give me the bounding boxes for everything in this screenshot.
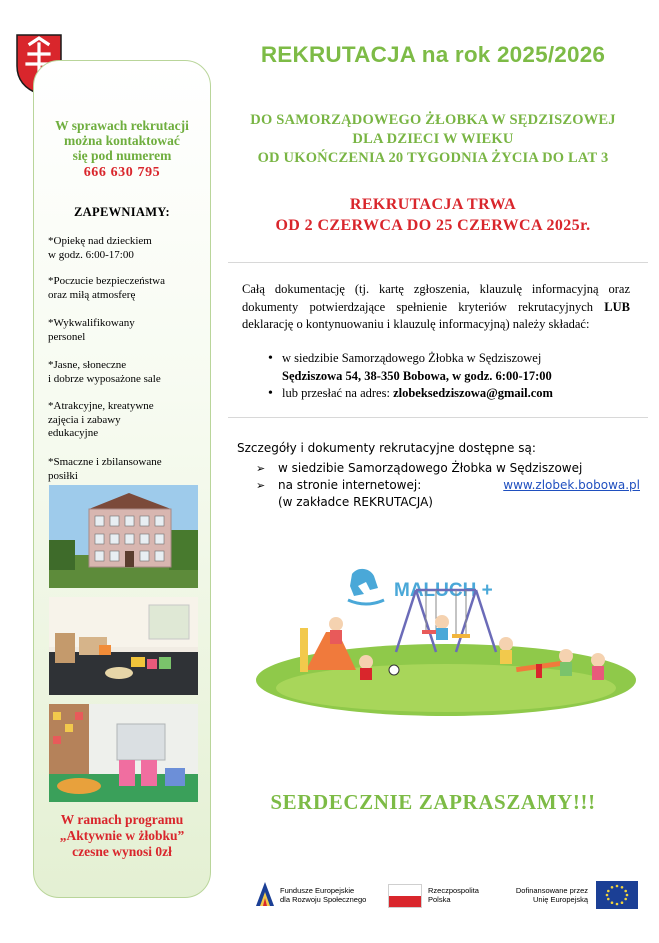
details-text: na stronie internetowej: [278, 478, 422, 492]
welcome-message: SERDECZNIE ZAPRASZAMY!!! [270, 790, 596, 814]
feature-line: i dobrze wyposażone sale [48, 372, 161, 385]
list-item [256, 460, 640, 477]
feature-item [48, 235, 208, 262]
logo-line: Unię Europejską [532, 895, 588, 904]
docs-text: deklarację o kontynuowaniu i klauzulę informacyjną) należy składać: [242, 317, 590, 331]
european-funds-text [280, 886, 366, 904]
recruitment-period [218, 194, 648, 236]
feature-item [48, 317, 208, 344]
logo-line: Rzeczpospolita [428, 886, 479, 895]
funding-logos [248, 878, 648, 914]
feature-line: posiłki [48, 469, 78, 482]
docs-text: Całą dokumentację (tj. kartę zgłoszenia, klauzulę informacyjną oraz dokumenty potwierdzające spełnienie kryteriów rekrutacyjnych [242, 282, 630, 314]
contact-line: można kontaktować [64, 133, 180, 148]
subhead-line: DLA DZIECI W WIEKU [352, 131, 514, 147]
divider [228, 262, 648, 263]
arrow-icon: ➢ [256, 479, 266, 492]
contact-line: W sprawach rekrutacji [55, 118, 189, 133]
target-group-heading [218, 111, 648, 168]
feature-line: *Poczucie bezpieczeństwa [48, 275, 165, 287]
bullet-text: w siedzibie Samorządowego Żłobka w Sędziszowej [282, 351, 542, 365]
details-intro: Szczegóły i dokumenty rekrutacyjne dostępne są: [237, 441, 536, 455]
details-text: w siedzibie Samorządowego Żłobka w Sędziszowej [278, 461, 583, 475]
feature-line: *Wykwalifikowany [48, 317, 135, 329]
logo-line: Fundusze Europejskie [280, 886, 355, 895]
feature-item [48, 275, 208, 302]
polish-flag-icon [388, 884, 422, 908]
feature-line: *Smaczne i zbilansowane [48, 456, 162, 468]
playroom-photo [49, 597, 198, 695]
program-line: „Aktywnie w żłobku” [59, 828, 185, 843]
feature-line: w godz. 6:00-17:00 [48, 248, 134, 261]
submission-list [268, 350, 638, 403]
feature-line: *Atrakcyjne, kreatywne [48, 400, 154, 412]
feature-line: personel [48, 330, 86, 343]
program-line: czesne wynosi 0zł [72, 844, 172, 859]
list-item [256, 477, 640, 511]
program-line: W ramach programu [60, 812, 184, 827]
eu-funding-text [510, 886, 588, 904]
docs-lub: LUB [604, 299, 630, 314]
nursery-building-photo [49, 485, 198, 588]
list-item [268, 385, 638, 403]
feature-item [48, 456, 208, 483]
details-text: (w zakładce REKRUTACJA) [278, 495, 433, 509]
feature-line: edukacyjne [48, 427, 99, 439]
recruitment-line: OD 2 CZERWCA DO 25 CZERWCA 2025r. [275, 217, 591, 234]
feature-line: oraz miłą atmosferę [48, 288, 136, 301]
maluch-label: MALUCH + [394, 580, 493, 601]
feature-line: zajęcia i zabawy [48, 413, 121, 426]
logo-line: Polska [428, 895, 451, 904]
play-corner-photo [49, 704, 198, 802]
contact-line: się pod numerem [72, 148, 172, 163]
email-address[interactable]: zlobeksedziszowa@gmail.com [393, 386, 553, 400]
eu-flag-icon [596, 881, 638, 909]
divider [228, 417, 648, 418]
bullet-address: Sędziszowa 54, 38-350 Bobowa, w godz. 6:00-17:00 [282, 368, 552, 383]
list-item [268, 350, 638, 385]
recruitment-line: REKRUTACJA TRWA [349, 196, 517, 213]
feature-line: *Opiekę nad dzieckiem [48, 235, 152, 247]
maluch-plus-illustration [246, 560, 646, 720]
bullet-text: lub przesłać na adres: [282, 386, 394, 400]
subhead-line: OD UKOŃCZENIA 20 TYGODNIA ŻYCIA DO LAT 3 [257, 150, 609, 166]
european-funds-logo-icon [254, 880, 276, 908]
contact-phone: 666 630 795 [83, 165, 161, 180]
page-title: REKRUTACJA na rok 2025/2026 [260, 42, 606, 67]
details-list [256, 460, 640, 511]
feature-item [48, 400, 208, 441]
logo-line: Dofinansowane przez [515, 886, 588, 895]
poland-text [428, 886, 479, 904]
arrow-icon: ➢ [256, 462, 266, 475]
feature-item [48, 359, 208, 386]
rocking-horse-icon [348, 569, 384, 604]
subhead-line: DO SAMORZĄDOWEGO ŻŁOBKA W SĘDZISZOWEJ [250, 112, 616, 128]
features-heading: ZAPEWNIAMY: [74, 205, 170, 219]
sidebar-contact-text [33, 118, 211, 163]
feature-line: *Jasne, słoneczne [48, 359, 127, 371]
program-info [33, 812, 211, 860]
documents-paragraph [242, 281, 630, 334]
website-link[interactable]: www.zlobek.bobowa.pl [503, 478, 640, 492]
logo-line: dla Rozwoju Społecznego [280, 895, 367, 904]
